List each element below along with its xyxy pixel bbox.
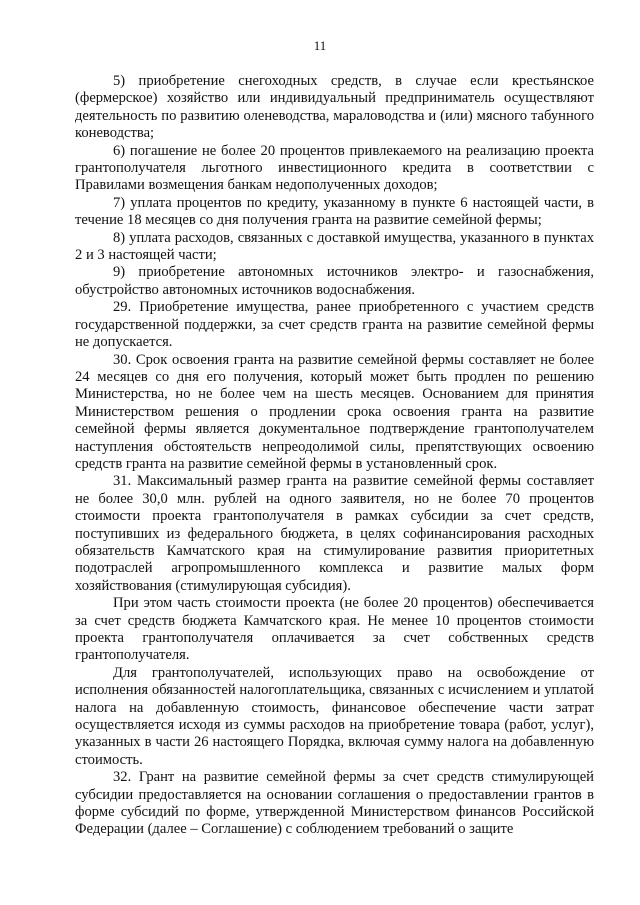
page-number: 11 [313,38,327,53]
paragraph-item-7: 7) уплата процентов по кредиту, указанному в пункте 6 настоящей части, в течение 18 месяцев со дня получения гранта на развитие семейной фермы; [75,194,594,229]
document-body [75,73,594,839]
paragraph-clause-32: 32. Грант на развитие семейной фермы за счет средств стимулирующей субсидии предоставляется на основании соглашения о предоставлении грантов в форме субсидий по форме, утвержденной Министерством финансов Российской Федерации (далее – Соглашение) с соблюдением требований о защите [75,769,594,838]
paragraph-vat: Для грантополучателей, использующих право на освобождение от исполнения обязанностей налогоплательщика, связанных с исчислением и уплатой налога на добавленную стоимость, финансовое обеспечение части затрат осуществляется исходя из суммы расходов на приобретение товара (работ, услуг), указанных в части 26 настоящего Порядка, включая сумму налога на добавленную стоимость. [75,664,594,768]
paragraph-clause-30: 30. Срок освоения гранта на развитие семейной фермы составляет не более 24 месяцев со дня его получения, который может быть продлен по решению Министерства, но не более чем на шесть месяцев. Основанием для принятия Министерством решения о продлении срока освоения гранта на развитие семейной фермы является документальное подтверждение грантополучателем наступления обстоятельств непреодолимой силы, препятствующих освоению средств гранта на развитие семейной фермы в установленный срок. [75,351,594,472]
paragraph-item-6: 6) погашение не более 20 процентов привлекаемого на реализацию проекта грантополучателя льготного инвестиционного кредита в соответствии с Правилами возмещения банкам недополученных доходов; [75,142,594,194]
paragraph-item-9: 9) приобретение автономных источников электро- и газоснабжения, обустройство автономных источников водоснабжения. [75,264,594,298]
paragraph-cofinancing: При этом часть стоимости проекта (не более 20 процентов) обеспечивается за счет средств бюджета Камчатского края. Не менее 10 процентов стоимости проекта грантополучателя оплачивается за счет собственных средств грантополучателя. [75,595,594,664]
paragraph-item-8: 8) уплата расходов, связанных с доставкой имущества, указанного в пунктах 2 и 3 настоящей части; [75,229,594,264]
paragraph-item-5: 5) приобретение снегоходных средств, в случае если крестьянское (фермерское) хозяйство или индивидуальный предприниматель осуществляют деятельность по развитию оленеводства, мараловодства и (или) мясного табунного коневодства; [75,73,594,142]
paragraph-clause-29: 29. Приобретение имущества, ранее приобретенного с участием средств государственной поддержки, за счет средств гранта на развитие семейной фермы не допускается. [75,299,594,351]
paragraph-clause-31: 31. Максимальный размер гранта на развитие семейной фермы составляет не более 30,0 млн. рублей на одного заявителя, но не более 70 процентов стоимости проекта грантополучателя в рамках субсидии за счет средств, поступивших из федерального бюджета, в целях софинансирования расходных обязательств Камчатского края на стимулирование развития приоритетных подотраслей агропромышленного комплекса и развитие малых форм хозяйствования (стимулирующая субсидия). [75,473,594,594]
